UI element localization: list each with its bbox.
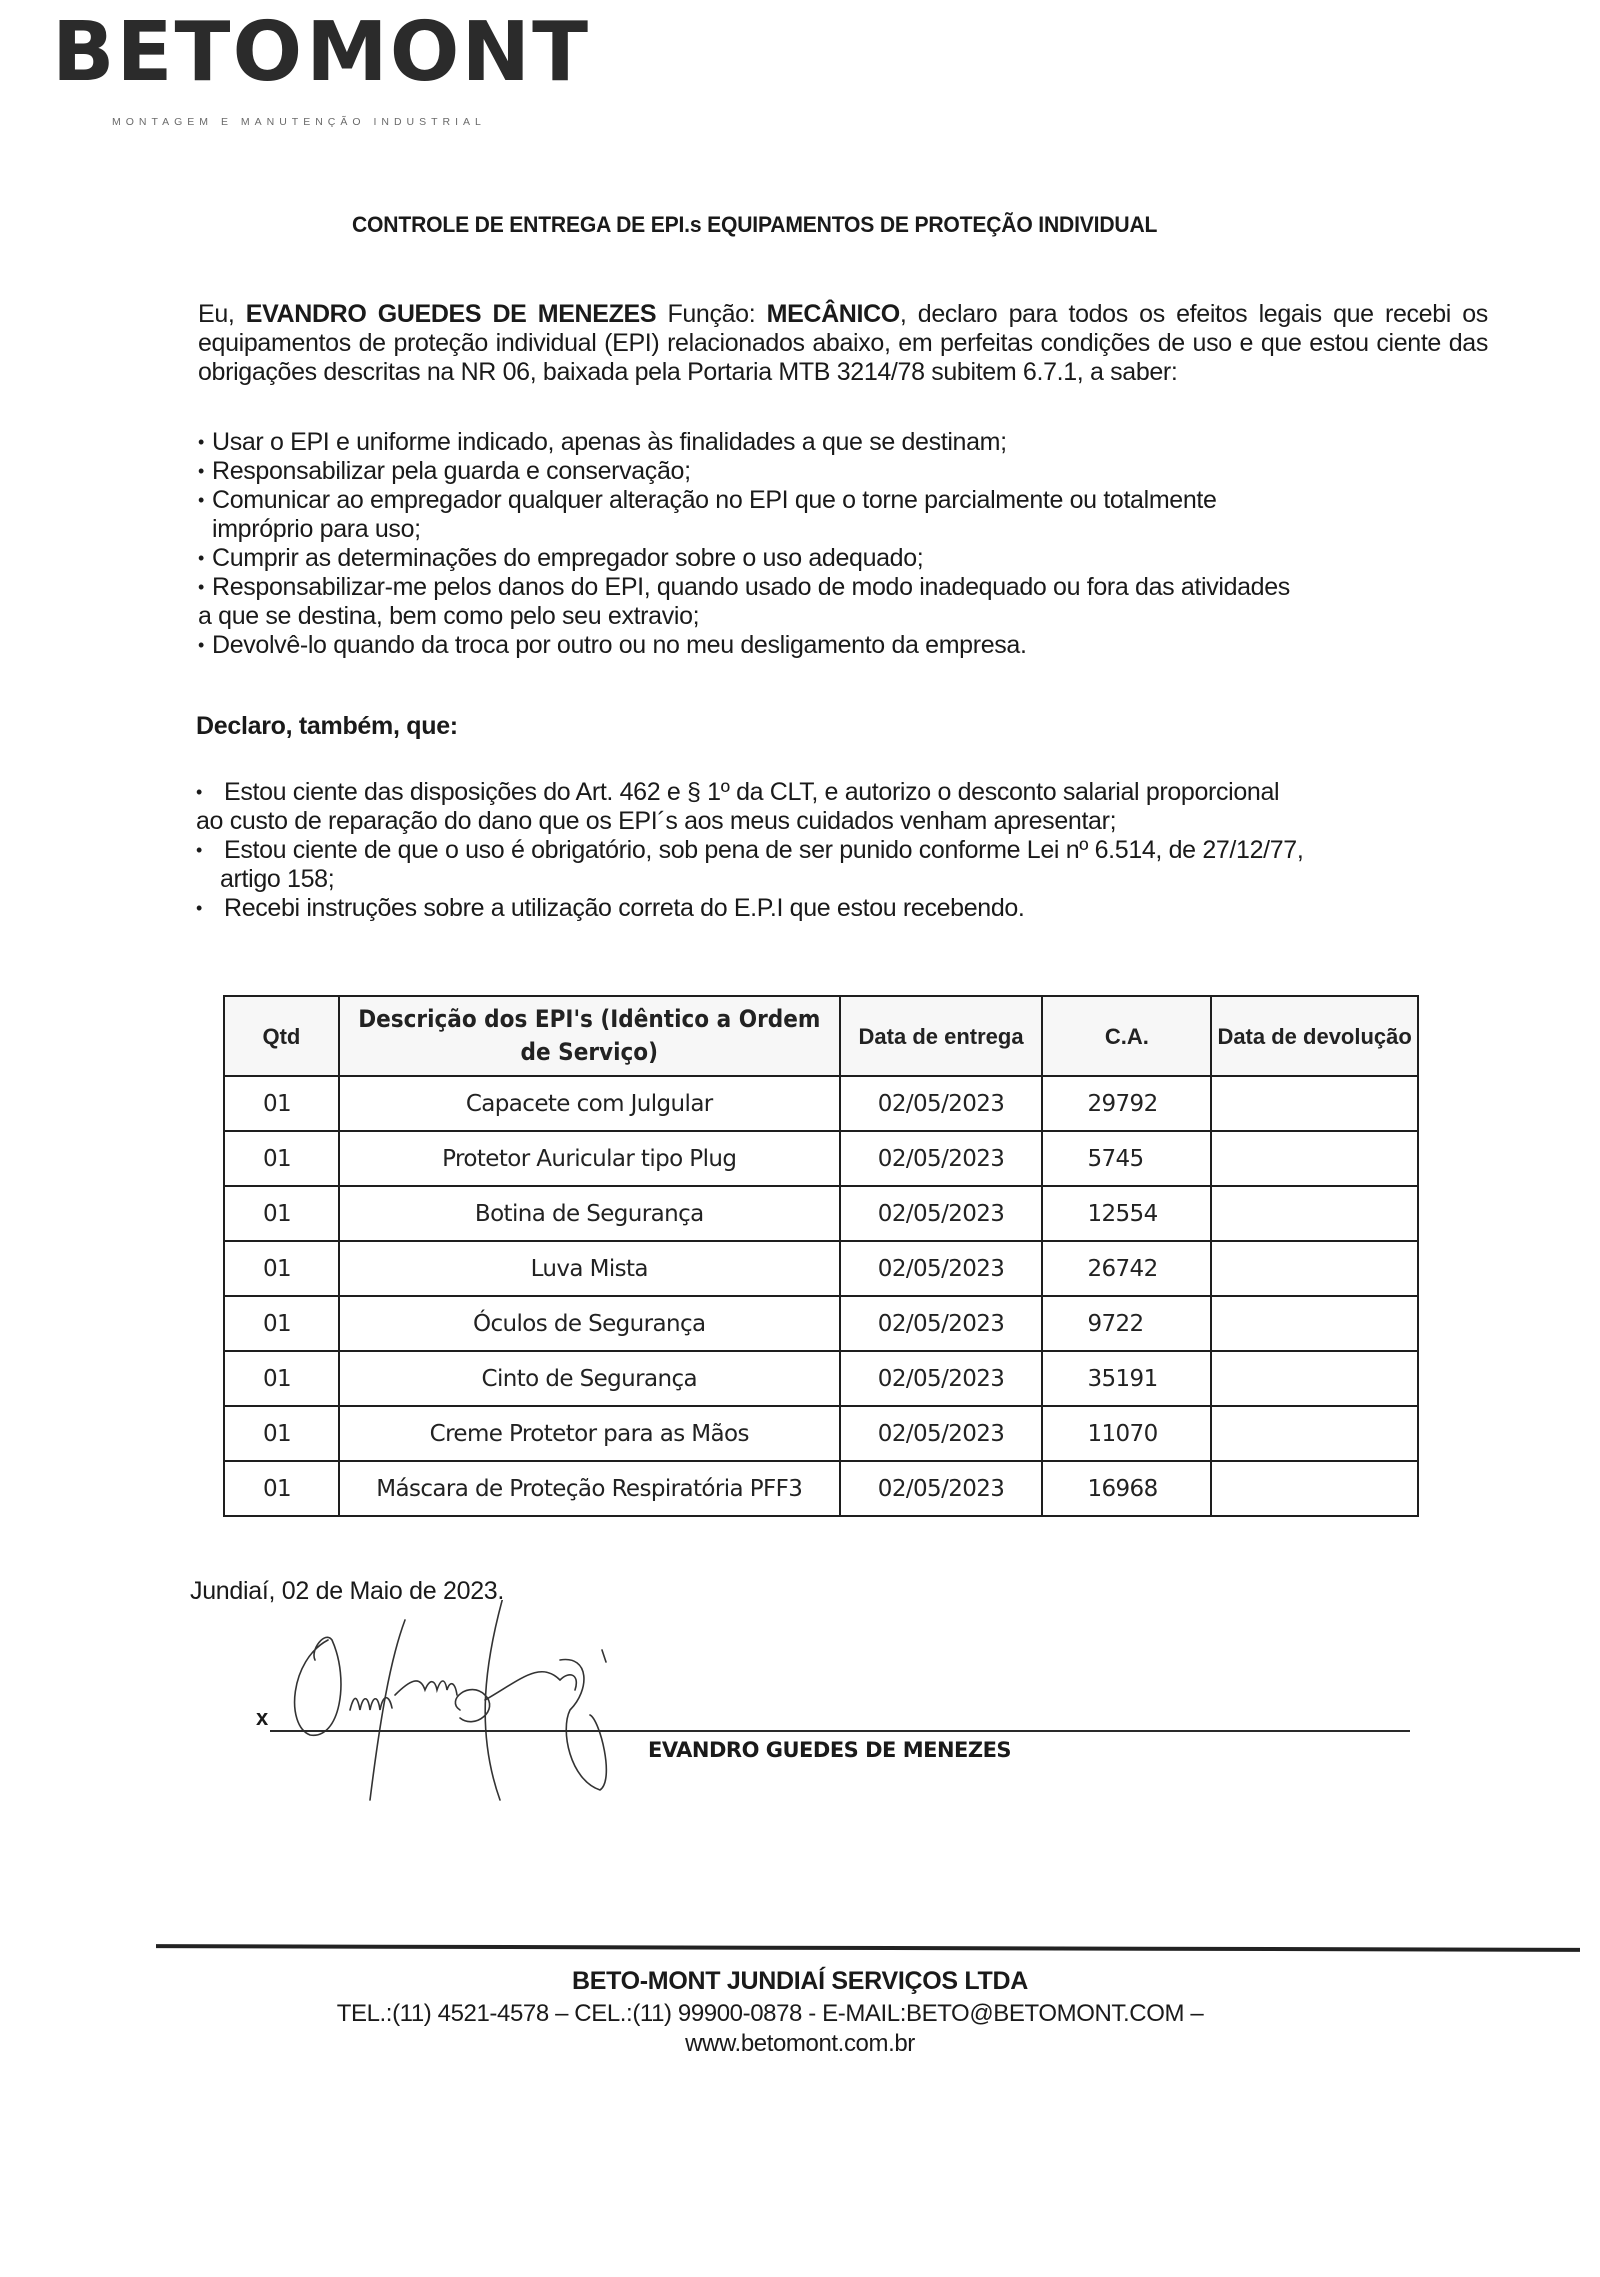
table-header-row [224, 996, 1418, 1076]
cell-qtd: 01 [224, 1076, 339, 1131]
cell-ca: 26742 [1042, 1241, 1211, 1296]
intro-text: , declaro para todos os efeitos legais que recebi os equipamentos de proteção individual (EPI) relacionados abaixo, em perfeitas condições de uso e que estou ciente das obrigações descritas na NR 06, baixada pela Portaria MTB 3214/78 subitem 6.7.1, a saber: [198, 300, 1488, 386]
cell-delivery-date: 02/05/2023 [840, 1076, 1043, 1131]
cell-description: Óculos de Segurança [339, 1296, 840, 1351]
cell-return-date [1211, 1131, 1418, 1186]
footer-company-name: BETO-MONT JUNDIAÍ SERVIÇOS LTDA [571, 1967, 1028, 1995]
cell-ca: 12554 [1042, 1186, 1211, 1241]
logo-tagline: MONTAGEM E MANUTENÇÃO INDUSTRIAL [112, 116, 486, 128]
declaration-item: • Estou ciente de que o uso é obrigatório, sob pena de ser punido conforme Lei nº 6.514, de 27/12/77, [196, 836, 1496, 865]
declaration-item-continued: ao custo de reparação do dano que os EPI´s aos meus cuidados venham apresentar; [196, 807, 1117, 835]
intro-eu: Eu, [198, 300, 235, 328]
header-ca: C.A. [1042, 996, 1211, 1076]
cell-description: Máscara de Proteção Respiratória PFF3 [339, 1461, 840, 1516]
funcao-label: Função: [667, 300, 756, 328]
declarations-list [196, 778, 1496, 923]
logo-text-left: BETO [52, 5, 305, 100]
cell-ca: 11070 [1042, 1406, 1211, 1461]
cell-qtd: 01 [224, 1241, 339, 1296]
cell-qtd: 01 [224, 1131, 339, 1186]
header-description: Descrição dos EPI's (Idêntico a Ordem de Serviço) [339, 996, 840, 1076]
cell-delivery-date: 02/05/2023 [840, 1131, 1043, 1186]
table-row [224, 1076, 1418, 1131]
table-row [224, 1296, 1418, 1351]
obligation-item: • Responsabilizar-me pelos danos do EPI, quando usado de modo inadequado ou fora das atividades [198, 573, 1488, 602]
declaration-item-continued: artigo 158; [220, 865, 335, 893]
document-title: CONTROLE DE ENTREGA DE EPI.s EQUIPAMENTOS DE PROTEÇÃO INDIVIDUAL [352, 212, 1158, 237]
employee-role: MECÂNICO [766, 300, 900, 328]
cell-delivery-date: 02/05/2023 [840, 1406, 1043, 1461]
logo-wordmark [52, 5, 591, 100]
cell-return-date [1211, 1296, 1418, 1351]
cell-ca: 9722 [1042, 1296, 1211, 1351]
cell-description: Capacete com Julgular [339, 1076, 840, 1131]
signatory-name: EVANDRO GUEDES DE MENEZES [648, 1738, 1012, 1762]
table-row [224, 1351, 1418, 1406]
declaration-item: • Recebi instruções sobre a utilização correta do E.P.I que estou recebendo. [196, 894, 1496, 923]
table-row [224, 1241, 1418, 1296]
declaration-item: • Estou ciente das disposições do Art. 462 e § 1º da CLT, e autorizo o desconto salarial proporcional [196, 778, 1496, 807]
handwritten-signature-icon [270, 1600, 790, 1830]
obligations-list [198, 428, 1488, 660]
logo-text-right: MONT [306, 5, 591, 100]
cell-ca: 35191 [1042, 1351, 1211, 1406]
cell-return-date [1211, 1241, 1418, 1296]
table-row [224, 1131, 1418, 1186]
cell-delivery-date: 02/05/2023 [840, 1186, 1043, 1241]
cell-delivery-date: 02/05/2023 [840, 1241, 1043, 1296]
cell-return-date [1211, 1351, 1418, 1406]
company-logo [52, 5, 591, 128]
cell-description: Protetor Auricular tipo Plug [339, 1131, 840, 1186]
cell-delivery-date: 02/05/2023 [840, 1296, 1043, 1351]
table-row [224, 1461, 1418, 1516]
cell-return-date [1211, 1186, 1418, 1241]
cell-qtd: 01 [224, 1406, 339, 1461]
obligation-item: • Comunicar ao empregador qualquer alteração no EPI que o torne parcialmente ou totalmente [198, 486, 1488, 515]
signature-line [270, 1730, 1410, 1732]
obligation-item-continued: a que se destina, bem como pelo seu extravio; [198, 602, 700, 630]
cell-return-date [1211, 1076, 1418, 1131]
header-delivery-date: Data de entrega [840, 996, 1043, 1076]
cell-qtd: 01 [224, 1461, 339, 1516]
cell-return-date [1211, 1406, 1418, 1461]
obligation-item-continued: impróprio para uso; [212, 515, 421, 543]
footer-divider [156, 1944, 1580, 1952]
cell-description: Botina de Segurança [339, 1186, 840, 1241]
header-return-date: Data de devolução [1211, 996, 1418, 1076]
cell-ca: 5745 [1042, 1131, 1211, 1186]
obligation-item: • Usar o EPI e uniforme indicado, apenas às finalidades a que se destinam; [198, 428, 1488, 457]
obligation-item: • Responsabilizar pela guarda e conservação; [198, 457, 1488, 486]
cell-delivery-date: 02/05/2023 [840, 1351, 1043, 1406]
cell-qtd: 01 [224, 1296, 339, 1351]
table-row [224, 1186, 1418, 1241]
place-and-date: Jundiaí, 02 de Maio de 2023. [190, 1577, 505, 1605]
cell-qtd: 01 [224, 1186, 339, 1241]
cell-description: Cinto de Segurança [339, 1351, 840, 1406]
header-qtd: Qtd [224, 996, 339, 1076]
footer-contact-info [0, 2000, 1600, 2028]
footer-contact-text: TEL.:(11) 4521-4578 – CEL.:(11) 99900-0878 - E-MAIL:BETO@BETOMONT.COM – [336, 2000, 1204, 2027]
employee-name: EVANDRO GUEDES DE MENEZES [245, 300, 657, 328]
cell-delivery-date: 02/05/2023 [840, 1461, 1043, 1516]
cell-qtd: 01 [224, 1351, 339, 1406]
cell-description: Creme Protetor para as Mãos [339, 1406, 840, 1461]
cell-ca: 16968 [1042, 1461, 1211, 1516]
cell-ca: 29792 [1042, 1076, 1211, 1131]
footer-website: www.betomont.com.br [685, 2030, 915, 2057]
declaro-heading: Declaro, também, que: [196, 712, 458, 740]
epi-delivery-table [223, 995, 1419, 1517]
obligation-item: • Devolvê-lo quando da troca por outro ou no meu desligamento da empresa. [198, 631, 1488, 660]
cell-description: Luva Mista [339, 1241, 840, 1296]
cell-return-date [1211, 1461, 1418, 1516]
intro-paragraph [198, 300, 1488, 387]
obligation-item: • Cumprir as determinações do empregador sobre o uso adequado; [198, 544, 1488, 573]
table-row [224, 1406, 1418, 1461]
signature-x-mark: x [256, 1705, 269, 1730]
